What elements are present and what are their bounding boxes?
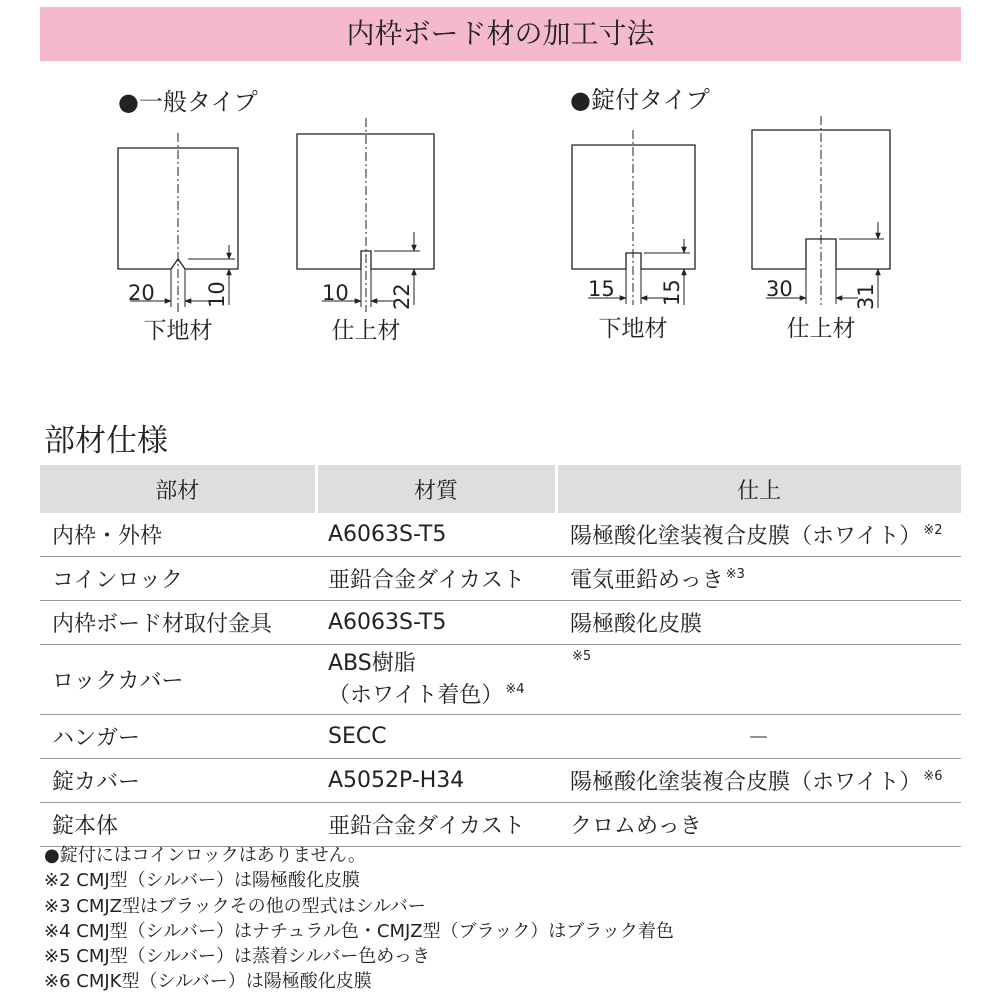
locked-finish-dim-v: 31 (854, 283, 878, 310)
table-row (40, 715, 961, 759)
cell-part: 内枠ボード材取付金具 (40, 601, 316, 645)
cell-finish (556, 759, 961, 803)
locked-finish-label: 仕上材 (786, 316, 856, 342)
material-line-2: （ホワイト着色） $^{※4}$ (328, 681, 525, 708)
cell-part: ハンガー (40, 715, 316, 759)
cell-part: ロックカバー (40, 645, 316, 715)
finish-note: ※3 (725, 567, 745, 582)
cell-part: コインロック (40, 557, 316, 601)
locked-base-diagram (572, 130, 695, 342)
spec-table (40, 465, 961, 847)
table-header-row (40, 465, 961, 513)
table-row (40, 557, 961, 601)
general-finish-dim-v: 22 (390, 283, 414, 310)
processing-diagrams (0, 0, 1000, 400)
cell-finish (556, 557, 961, 601)
column-header-material: 材質 (316, 465, 556, 513)
cell-material (316, 645, 556, 715)
finish-text: 陽極酸化塗装複合皮膜（ホワイト） (570, 770, 922, 795)
cell-part: 錠カバー (40, 759, 316, 803)
general-finish-label: 仕上材 (331, 318, 401, 344)
cell-finish: クロムめっき (556, 803, 961, 847)
locked-finish-dim-h: 30 (766, 277, 793, 301)
finish-note: ※6 (923, 769, 943, 784)
cell-finish: － (556, 715, 961, 759)
general-finish-diagram (297, 118, 434, 344)
locked-base-dim-v: 15 (660, 279, 684, 306)
finish-note: ※2 (923, 523, 943, 538)
table-row (40, 601, 961, 645)
cell-finish: 陽極酸化皮膜 (556, 601, 961, 645)
cell-material: SECC (316, 715, 556, 759)
general-base-dim-h: 20 (128, 281, 155, 305)
finish-text: 陽極酸化塗装複合皮膜（ホワイト） (570, 524, 922, 549)
footnote: ※4 CMJ型（シルバー）はナチュラル色・CMJZ型（ブラック）はブラック着色 (44, 920, 674, 942)
locked-type-heading: ●錠付タイプ (570, 86, 710, 114)
column-header-finish: 仕上 (556, 465, 961, 513)
cell-finish (556, 513, 961, 557)
general-finish-dim-h: 10 (322, 281, 349, 305)
cell-material: 亜鉛合金ダイカスト (316, 803, 556, 847)
footnote: ※2 CMJ型（シルバー）は陽極酸化皮膜 (44, 870, 360, 892)
cell-material: A5052P-H34 (316, 759, 556, 803)
footnote: ※6 CMJK型（シルバー）は陽極酸化皮膜 (44, 971, 372, 993)
finish-text: 電気亜鉛めっき (570, 568, 724, 593)
cell-part: 内枠・外枠 (40, 513, 316, 557)
locked-base-label: 下地材 (598, 316, 668, 342)
locked-base-dim-h: 15 (588, 277, 615, 301)
footnote: ※3 CMJZ型はブラックその他の型式はシルバー (44, 895, 426, 917)
footnote: ●錠付にはコインロックはありません。 (44, 845, 366, 866)
material-note: ※4 (505, 681, 525, 697)
column-header-part: 部材 (40, 465, 316, 513)
spec-heading: 部材仕様 (44, 423, 168, 459)
page-title: 内枠ボード材の加工寸法 (346, 17, 655, 50)
general-base-dim-v: 10 (205, 281, 229, 308)
cell-material: A6063S-T5 (316, 513, 556, 557)
locked-finish-diagram (752, 116, 890, 342)
cell-part: 錠本体 (40, 803, 316, 847)
footnote: ※5 CMJ型（シルバー）は蒸着シルバー色めっき (44, 946, 431, 968)
table-row (40, 513, 961, 557)
cell-finish (556, 645, 961, 715)
general-base-diagram (118, 133, 238, 344)
footnotes (44, 843, 674, 995)
cell-material: A6063S-T5 (316, 601, 556, 645)
table-row (40, 759, 961, 803)
cell-material: 亜鉛合金ダイカスト (316, 557, 556, 601)
finish-note: ※5 (572, 649, 592, 664)
table-row (40, 645, 961, 715)
general-base-label: 下地材 (143, 318, 213, 344)
table-row (40, 803, 961, 847)
material-line-1: ABS樹脂 (328, 650, 416, 676)
general-type-heading: ●一般タイプ (118, 88, 258, 116)
